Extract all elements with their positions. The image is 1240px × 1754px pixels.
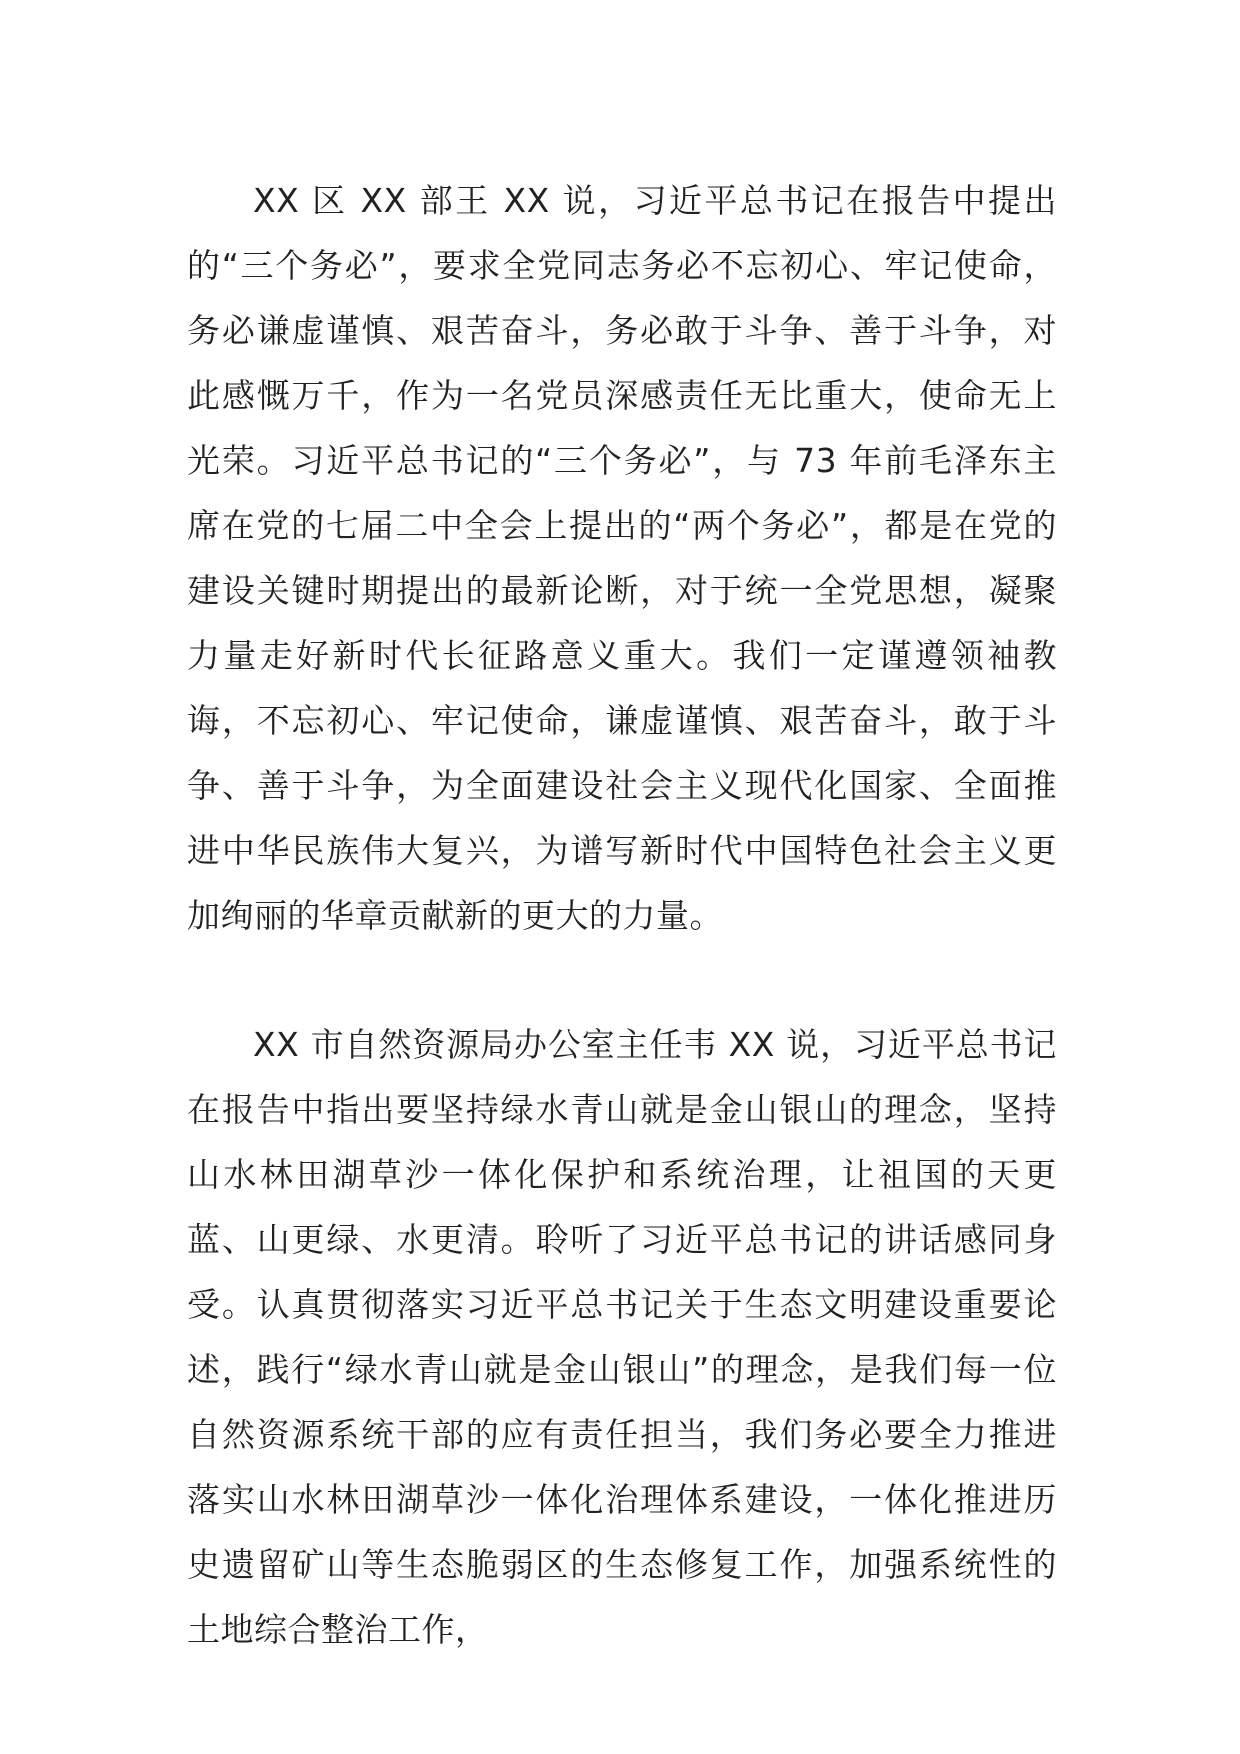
paragraph-spacer [187,948,1057,1012]
document-body [187,168,1057,1662]
paragraph-1: XX 区 XX 部王 XX 说，习近平总书记在报告中提出的“三个务必”，要求全党同志务必不忘初心、牢记使命，务必谦虚谨慎、艰苦奋斗，务必敢于斗争、善于斗争，对此感慨万千，作为一名党员深感责任无比重大，使命无上光荣。习近平总书记的“三个务必”，与 73 年前毛泽东主席在党的七届二中全会上提出的“两个务必”，都是在党的建设关键时期提出的最新论断，对于统一全党思想，凝聚力量走好新时代长征路意义重大。我们一定谨遵领袖教诲，不忘初心、牢记使命，谦虚谨慎、艰苦奋斗，敢于斗争、善于斗争，为全面建设社会主义现代化国家、全面推进中华民族伟大复兴，为谱写新时代中国特色社会主义更加绚丽的华章贡献新的更大的力量。 [187,181,1057,935]
paragraph-2: XX 市自然资源局办公室主任韦 XX 说，习近平总书记在报告中指出要坚持绿水青山就是金山银山的理念，坚持山水林田湖草沙一体化保护和系统治理，让祖国的天更蓝、山更绿、水更清。聆听了习近平总书记的讲话感同身受。认真贯彻落实习近平总书记关于生态文明建设重要论述，践行“绿水青山就是金山银山”的理念，是我们每一位自然资源系统干部的应有责任担当，我们务必要全力推进落实山水林田湖草沙一体化治理体系建设，一体化推进历史遗留矿山等生态脆弱区的生态修复工作，加强系统性的土地综合整治工作， [187,1025,1057,1649]
